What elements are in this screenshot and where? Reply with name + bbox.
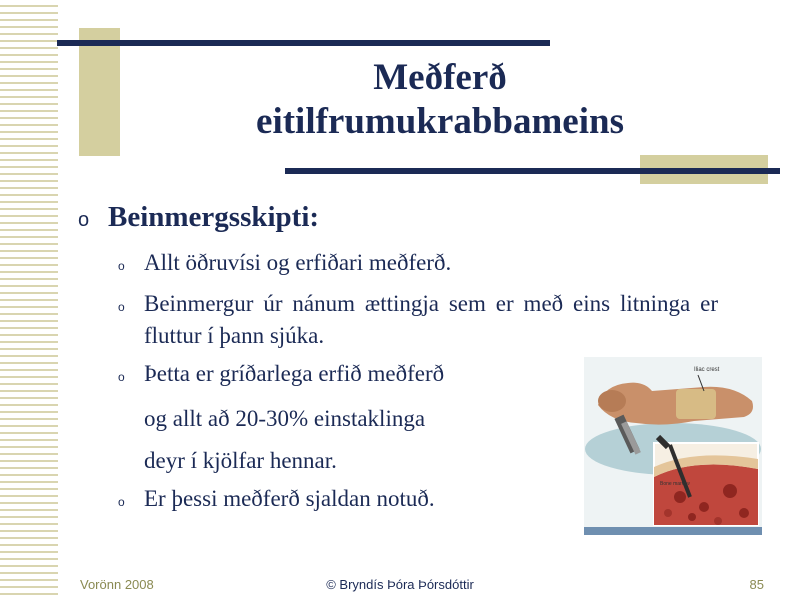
bullet-text: Þetta er gríðarlega erfið meðferð: [144, 361, 445, 386]
bottom-navy-rule: [285, 168, 780, 174]
title-line-1: Meðferð: [373, 57, 507, 98]
bullet-item: [118, 288, 718, 352]
heading-bullet: [78, 196, 718, 241]
left-stripe-decoration: [0, 0, 58, 600]
top-tan-block: [79, 28, 120, 156]
top-navy-rule: [57, 40, 550, 46]
bullet-continuation: deyr í kjölfar hennar.: [144, 448, 337, 473]
sub-bullet-glyph: o: [118, 300, 125, 314]
bullet-item: [118, 247, 718, 282]
footer-semester: Vorönn 2008: [80, 577, 154, 592]
label-bone-marrow: Bone marrow: [660, 481, 690, 487]
label-iliac-crest: Iliac crest: [694, 367, 720, 373]
heading-text: Beinmergsskipti:: [108, 201, 320, 233]
footer-page-number: 85: [749, 577, 764, 592]
bullet-continuation: og allt að 20-30% einstaklinga: [144, 406, 426, 431]
bullet-text: Er þessi meðferð sjaldan notuð.: [144, 486, 435, 511]
bullet-glyph: o: [78, 209, 90, 231]
bullet-text: Beinmergur úr nánum ættingja sem er með eins litninga er fluttur í þann sjúka.: [144, 291, 718, 348]
sub-bullet-glyph: o: [118, 259, 125, 273]
bone-marrow-transplant-illustration: [584, 357, 762, 535]
footer-author: © Bryndís Þóra Þórsdóttir: [326, 577, 474, 592]
title-line-2: eitilfrumukrabbameins: [256, 101, 624, 142]
slide-title: [130, 56, 750, 144]
sub-bullet-glyph: o: [118, 495, 125, 509]
sub-bullet-glyph: o: [118, 370, 125, 384]
bullet-text: Allt öðruvísi og erfiðari meðferð.: [144, 250, 452, 275]
